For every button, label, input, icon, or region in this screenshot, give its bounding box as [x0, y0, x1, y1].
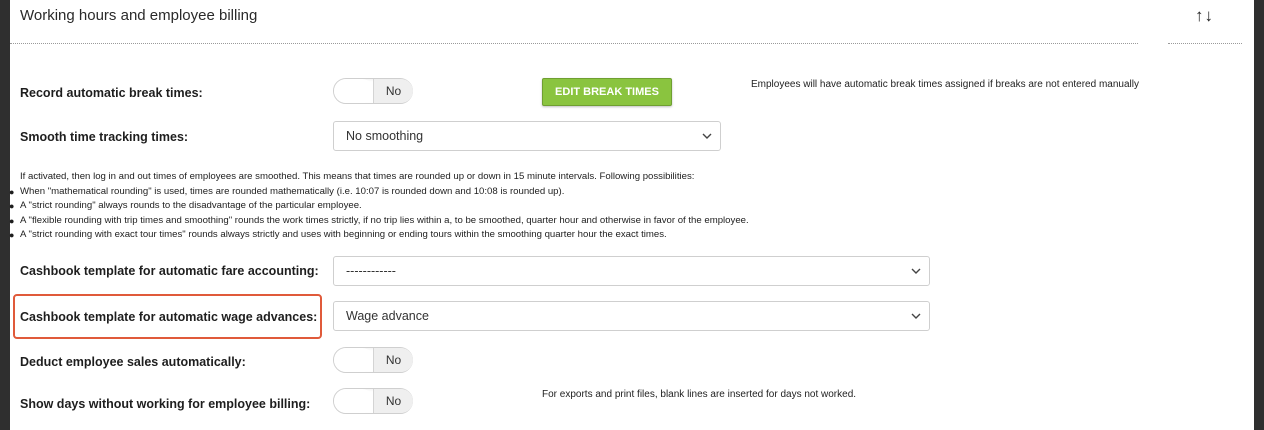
select-value: ------------ — [346, 264, 396, 278]
days-without-working-note: For exports and print files, blank lines are inserted for days not worked. — [542, 389, 857, 400]
toggle-value: No — [373, 348, 413, 372]
fare-accounting-label: Cashbook template for automatic fare accounting: — [20, 264, 319, 278]
chevron-down-icon — [911, 267, 921, 275]
days-without-working-label: Show days without working for employee billing: — [20, 397, 311, 411]
smoothing-info — [9, 170, 749, 243]
bullet-icon: ● — [9, 230, 15, 241]
deduct-sales-toggle[interactable] — [333, 347, 413, 373]
section-title: Working hours and employee billing — [20, 7, 258, 24]
auto-break-label: Record automatic break times: — [20, 86, 203, 100]
bullet-icon: ● — [9, 215, 15, 226]
toggle-knob — [334, 79, 374, 103]
days-without-working-toggle[interactable] — [333, 388, 413, 414]
smooth-tracking-label: Smooth time tracking times: — [20, 130, 189, 144]
divider — [10, 43, 1138, 44]
list-item: ● A "flexible rounding with trip times and smoothing" rounds the work times strictly, if no trip lies within a, to be smoothed, quarter hour and otherwise in favor of the employee. — [20, 214, 749, 229]
auto-break-note: Employees will have automatic break times assigned if breaks are not entered manually — [751, 79, 1139, 90]
smoothing-info-intro: If activated, then log in and out times of employees are smoothed. This means that times are rounded up or down in 15 minute intervals. Following possibilities: — [20, 171, 695, 182]
list-item: ● When "mathematical rounding" is used, times are rounded mathematically (i.e. 10:07 is rounded down and 10:08 is rounded up). — [20, 185, 749, 200]
edit-break-times-button[interactable]: EDIT BREAK TIMES — [542, 78, 672, 106]
smoothing-options-list — [9, 185, 749, 243]
settings-panel — [10, 0, 1254, 430]
wage-advances-select[interactable] — [333, 301, 930, 331]
smooth-tracking-select[interactable] — [333, 121, 721, 151]
select-value: No smoothing — [346, 129, 424, 143]
deduct-sales-label: Deduct employee sales automatically: — [20, 355, 246, 369]
chevron-down-icon — [911, 312, 921, 320]
divider — [1168, 43, 1242, 44]
list-item: ● A "strict rounding" always rounds to the disadvantage of the particular employee. — [20, 199, 749, 214]
select-value: Wage advance — [346, 309, 429, 323]
bullet-icon: ● — [9, 201, 15, 212]
toggle-value: No — [373, 389, 413, 413]
toggle-knob — [334, 348, 374, 372]
sort-arrows-icon[interactable]: ↑↓ — [1195, 6, 1214, 25]
auto-break-toggle[interactable] — [333, 78, 413, 104]
bullet-icon: ● — [9, 186, 15, 197]
fare-accounting-select[interactable] — [333, 256, 930, 286]
list-item: ● A "strict rounding with exact tour times" rounds always strictly and uses with beginning or ending tours within the smoothing quarter hour the exact times. — [20, 228, 749, 243]
toggle-value: No — [373, 79, 413, 103]
chevron-down-icon — [702, 132, 712, 140]
wage-advances-label: Cashbook template for automatic wage advances: — [20, 310, 318, 324]
toggle-knob — [334, 389, 374, 413]
